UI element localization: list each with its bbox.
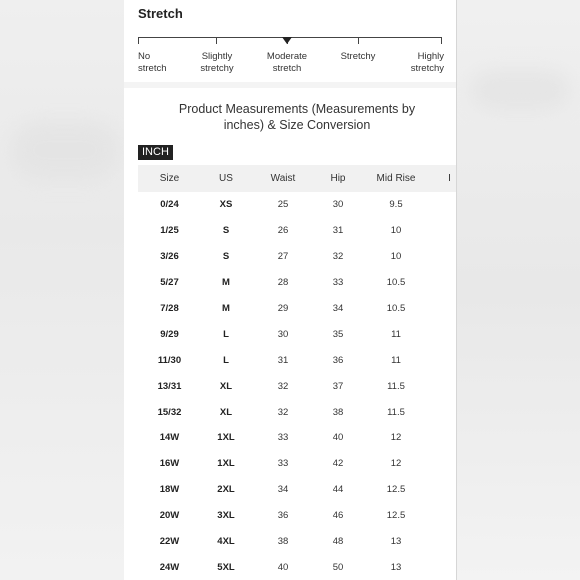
cell-truncated bbox=[431, 529, 457, 555]
cell-us: S bbox=[222, 251, 230, 263]
cell-truncated bbox=[431, 270, 457, 296]
stretch-level-line: stretch bbox=[138, 62, 167, 74]
cell-waist: 40 bbox=[277, 561, 289, 573]
cell-hip: 36 bbox=[332, 354, 344, 366]
cell-size: 9/29 bbox=[160, 328, 179, 340]
cell-waist: 33 bbox=[277, 458, 289, 470]
cell-size: 3/26 bbox=[160, 251, 179, 263]
cell-us: 1XL bbox=[217, 432, 235, 444]
cell-mid-rise: 13 bbox=[390, 536, 402, 548]
cell-waist: 38 bbox=[277, 536, 289, 548]
cell-size: 7/28 bbox=[160, 303, 179, 314]
stretch-tick bbox=[441, 37, 442, 44]
cell-us: 1XL bbox=[217, 458, 235, 470]
cell-size: 13/31 bbox=[157, 380, 182, 392]
column-header-hip: Hip bbox=[315, 165, 361, 192]
cell-truncated bbox=[431, 296, 457, 322]
unit-tab-inch[interactable]: INCH bbox=[138, 145, 173, 160]
cell-mid-rise: 11.5 bbox=[387, 406, 405, 418]
cell-waist: 36 bbox=[277, 510, 289, 522]
table-row bbox=[138, 477, 457, 503]
cell-us: M bbox=[222, 303, 230, 314]
stretch-tick bbox=[216, 37, 217, 44]
cell-mid-rise: 11 bbox=[391, 328, 401, 340]
table-row bbox=[138, 554, 457, 580]
stretch-level-line: Moderate bbox=[266, 51, 308, 62]
cell-waist: 27 bbox=[277, 251, 289, 263]
background-blur bbox=[10, 120, 120, 180]
cell-waist: 28 bbox=[277, 277, 289, 289]
panel-edge bbox=[456, 0, 457, 580]
table-row bbox=[138, 347, 457, 373]
cell-size: 22W bbox=[159, 536, 180, 548]
background-blur bbox=[470, 70, 570, 110]
cell-waist: 29 bbox=[277, 303, 289, 314]
cell-mid-rise: 10.5 bbox=[386, 303, 406, 314]
cell-truncated bbox=[431, 192, 457, 218]
cell-us: L bbox=[223, 328, 229, 340]
table-row bbox=[138, 192, 457, 218]
product-info-panel[interactable] bbox=[124, 0, 457, 580]
cell-us: XL bbox=[219, 406, 233, 418]
cell-truncated bbox=[431, 347, 457, 373]
cell-truncated bbox=[431, 477, 457, 503]
column-header-mid-rise: Mid Rise bbox=[361, 165, 431, 192]
cell-waist: 26 bbox=[277, 225, 289, 237]
column-header-size: Size bbox=[138, 165, 201, 192]
table-row bbox=[138, 296, 457, 322]
cell-truncated bbox=[431, 451, 457, 477]
cell-hip: 37 bbox=[332, 380, 344, 392]
cell-truncated bbox=[431, 554, 457, 580]
cell-truncated bbox=[431, 425, 457, 451]
table-row bbox=[138, 270, 457, 296]
cell-us: 5XL bbox=[217, 561, 235, 573]
cell-mid-rise: 13 bbox=[390, 561, 402, 573]
stretch-level-line: No bbox=[138, 51, 151, 62]
cell-hip: 35 bbox=[332, 328, 344, 340]
cell-us: XL bbox=[219, 380, 233, 392]
cell-truncated bbox=[431, 373, 457, 399]
cell-mid-rise: 9.5 bbox=[389, 199, 403, 211]
cell-mid-rise: 12.5 bbox=[386, 484, 406, 496]
stretch-heading: Stretch bbox=[138, 6, 183, 21]
stretch-tick bbox=[358, 37, 359, 44]
stretch-level-line: stretchy bbox=[200, 62, 234, 74]
stretch-tick bbox=[138, 37, 139, 44]
section-divider bbox=[124, 82, 457, 88]
stretch-level-line: Highly bbox=[417, 51, 444, 62]
stretch-level-line: Slightly bbox=[201, 51, 233, 62]
cell-us: S bbox=[222, 225, 230, 237]
cell-hip: 48 bbox=[332, 536, 344, 548]
stretch-level-stretchy bbox=[334, 51, 382, 63]
cell-size: 0/24 bbox=[160, 199, 179, 211]
stretch-level-slightly bbox=[196, 51, 238, 74]
cell-truncated bbox=[431, 321, 457, 347]
cell-hip: 50 bbox=[332, 561, 344, 573]
stretch-level-moderate bbox=[262, 51, 312, 74]
background-left bbox=[0, 0, 124, 580]
cell-size: 11/30 bbox=[157, 354, 182, 366]
stretch-level-no bbox=[138, 51, 167, 74]
cell-mid-rise: 10 bbox=[390, 251, 402, 263]
measurements-title: Product Measurements (Measurements by inches) & Size Conversion bbox=[178, 102, 416, 132]
table-header-row bbox=[138, 165, 457, 192]
cell-truncated bbox=[431, 399, 457, 425]
cell-waist: 25 bbox=[277, 199, 289, 211]
cell-truncated bbox=[431, 218, 457, 244]
stretch-level-line: stretch bbox=[272, 62, 302, 74]
cell-hip: 31 bbox=[332, 225, 344, 237]
table-row bbox=[138, 321, 457, 347]
cell-waist: 31 bbox=[277, 354, 289, 366]
cell-mid-rise: 10 bbox=[390, 225, 402, 237]
cell-waist: 32 bbox=[277, 380, 289, 392]
cell-hip: 30 bbox=[332, 199, 344, 211]
cell-mid-rise: 10.5 bbox=[386, 277, 406, 289]
cell-size: 14W bbox=[159, 432, 180, 444]
cell-hip: 44 bbox=[332, 484, 344, 496]
cell-size: 18W bbox=[159, 484, 180, 496]
cell-waist: 34 bbox=[277, 484, 289, 496]
stretch-level-highly bbox=[404, 51, 444, 74]
cell-truncated bbox=[431, 244, 457, 270]
cell-waist: 33 bbox=[277, 432, 289, 444]
cell-mid-rise: 12 bbox=[390, 458, 402, 470]
cell-mid-rise: 12 bbox=[390, 432, 402, 444]
cell-size: 20W bbox=[159, 510, 180, 522]
column-header-us: US bbox=[201, 165, 251, 192]
table-row bbox=[138, 244, 457, 270]
cell-size: 1/25 bbox=[160, 225, 179, 237]
cell-hip: 32 bbox=[332, 251, 344, 263]
table-row bbox=[138, 451, 457, 477]
stretch-level-line: stretchy bbox=[410, 62, 444, 74]
cell-mid-rise: 11 bbox=[391, 354, 401, 366]
stretch-indicator-pointer bbox=[282, 37, 292, 44]
cell-us: M bbox=[222, 277, 230, 289]
cell-us: 4XL bbox=[217, 536, 235, 548]
column-header-waist: Waist bbox=[251, 165, 315, 192]
stretch-level-line: Stretchy bbox=[340, 51, 376, 62]
table-row bbox=[138, 425, 457, 451]
cell-us: 3XL bbox=[217, 510, 235, 522]
table-row bbox=[138, 218, 457, 244]
table-row bbox=[138, 503, 457, 529]
cell-truncated bbox=[431, 503, 457, 529]
size-chart-body bbox=[138, 192, 457, 580]
table-row bbox=[138, 399, 457, 425]
size-chart-table bbox=[138, 165, 457, 580]
cell-size: 15/32 bbox=[157, 406, 182, 418]
cell-us: 2XL bbox=[217, 484, 235, 496]
cell-hip: 33 bbox=[332, 277, 344, 289]
cell-hip: 40 bbox=[332, 432, 344, 444]
cell-hip: 38 bbox=[332, 406, 344, 418]
cell-size: 5/27 bbox=[160, 277, 179, 289]
cell-hip: 46 bbox=[332, 510, 344, 522]
cell-us: L bbox=[223, 354, 229, 366]
cell-hip: 34 bbox=[332, 303, 344, 314]
cell-size: 16W bbox=[159, 458, 180, 470]
cell-waist: 30 bbox=[277, 328, 289, 340]
column-header-truncated: I bbox=[431, 165, 457, 192]
cell-size: 24W bbox=[159, 561, 180, 573]
table-row bbox=[138, 373, 457, 399]
cell-hip: 42 bbox=[332, 458, 344, 470]
cell-mid-rise: 11.5 bbox=[387, 380, 405, 392]
cell-mid-rise: 12.5 bbox=[386, 510, 406, 522]
cell-waist: 32 bbox=[277, 406, 289, 418]
table-row bbox=[138, 529, 457, 555]
cell-us: XS bbox=[219, 199, 233, 211]
